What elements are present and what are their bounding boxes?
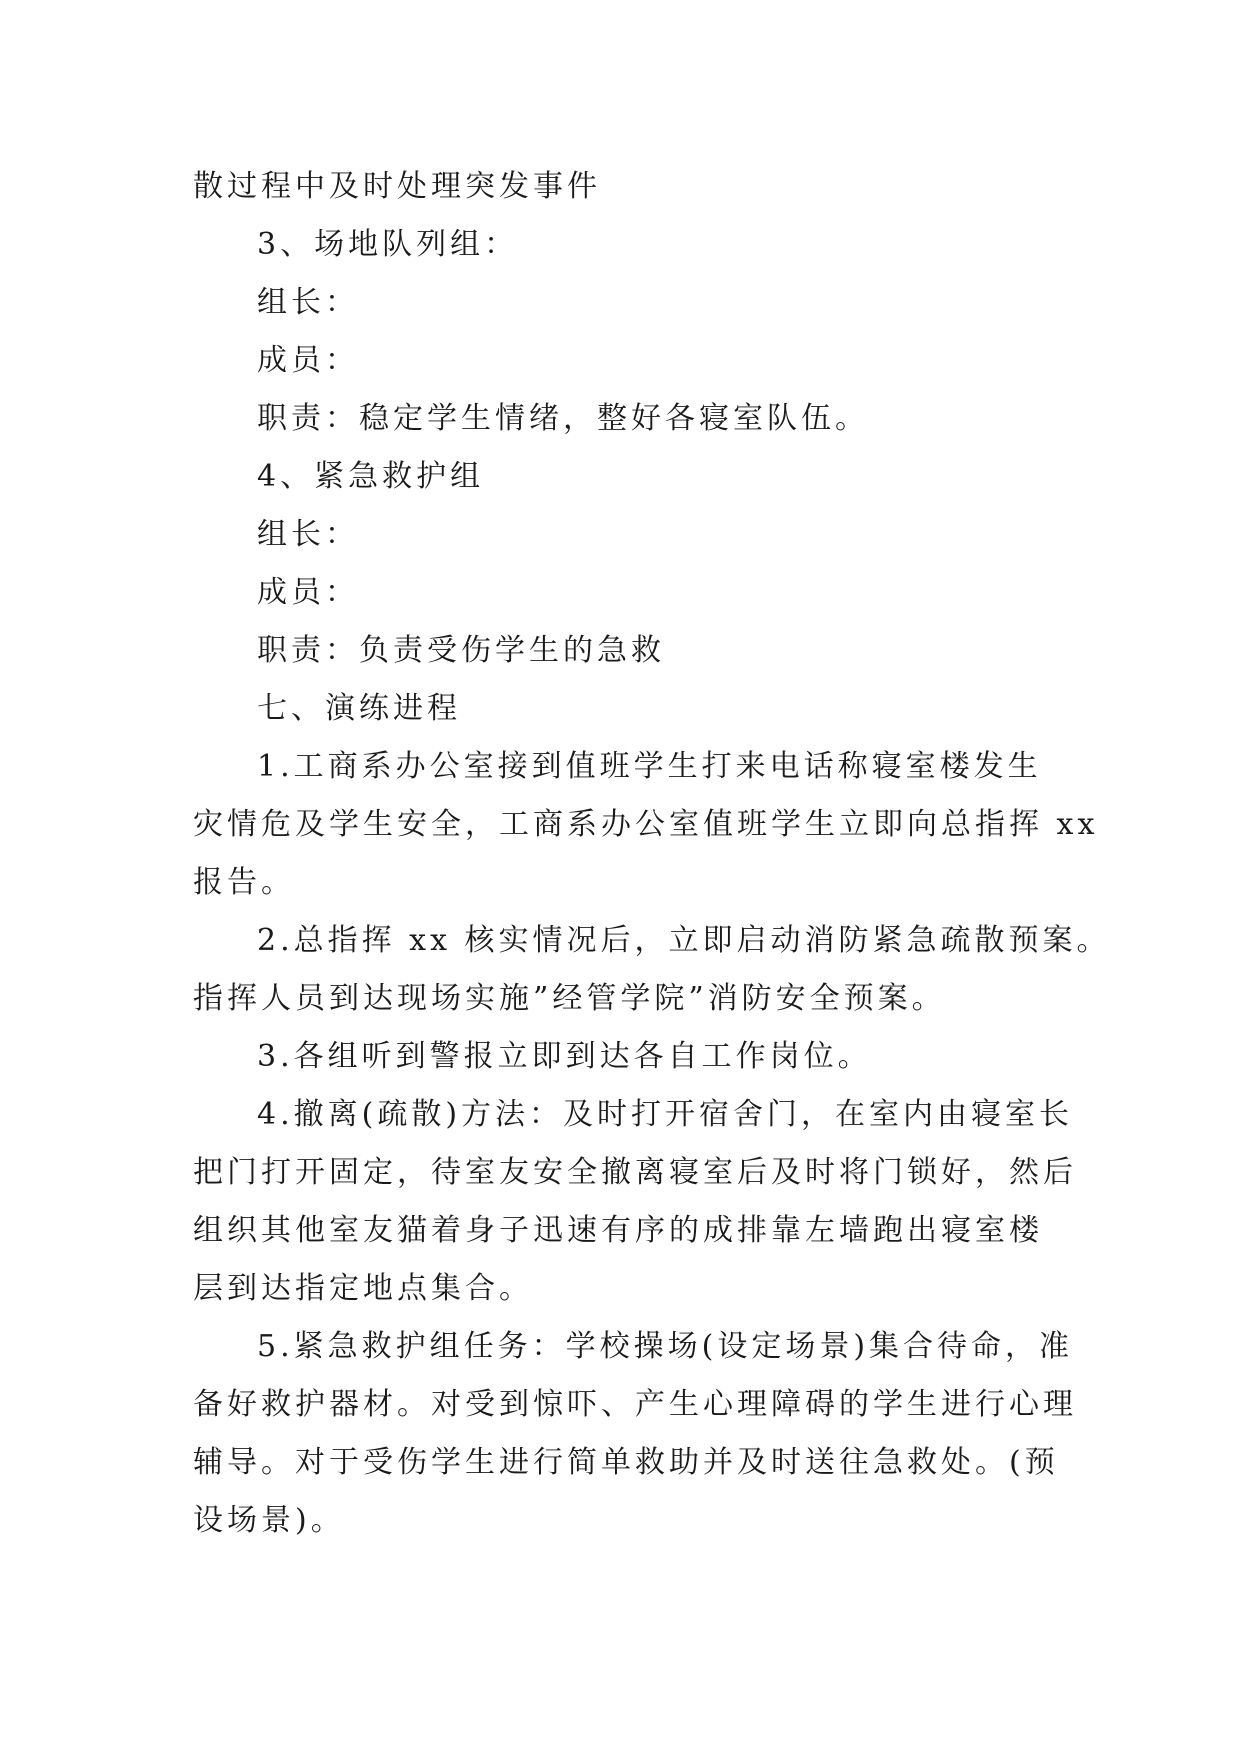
paragraph-line: 灾情危及学生安全，工商系办公室值班学生立即向总指挥 xx bbox=[193, 807, 1099, 842]
paragraph-line: 组织其他室友猫着身子迅速有序的成排靠左墙跑出寝室楼 bbox=[193, 1213, 1043, 1248]
text-line: 成员： bbox=[257, 575, 359, 610]
paragraph-line: 辅导。对于受伤学生进行简单救助并及时送往急救处。(预 bbox=[193, 1445, 1059, 1480]
section-heading: 4、紧急救护组 bbox=[257, 459, 485, 494]
paragraph-line: 5.紧急救护组任务：学校操场(设定场景)集合待命，准 bbox=[257, 1329, 1074, 1364]
text-line: 成员： bbox=[257, 343, 359, 378]
paragraph-line: 层到达指定地点集合。 bbox=[193, 1271, 533, 1306]
text-line: 职责：稳定学生情绪，整好各寝室队伍。 bbox=[257, 401, 869, 436]
paragraph-line: 2.总指挥 xx 核实情况后，立即启动消防紧急疏散预案。 bbox=[257, 923, 1111, 958]
paragraph-line: 3.各组听到警报立即到达各自工作岗位。 bbox=[257, 1039, 872, 1074]
paragraph-line: 4.撤离(疏散)方法：及时打开宿舍门，在室内由寝室长 bbox=[257, 1097, 1074, 1132]
text-line: 职责：负责受伤学生的急救 bbox=[257, 633, 665, 668]
paragraph-line: 备好救护器材。对受到惊吓、产生心理障碍的学生进行心理 bbox=[193, 1387, 1077, 1422]
paragraph-line: 把门打开固定，待室友安全撤离寝室后及时将门锁好，然后 bbox=[193, 1155, 1077, 1190]
document-body bbox=[193, 158, 1111, 1550]
paragraph-line: 设场景)。 bbox=[193, 1503, 345, 1538]
text-line: 组长： bbox=[257, 285, 359, 320]
text-line: 组长： bbox=[257, 517, 359, 552]
text-line: 散过程中及时处理突发事件 bbox=[193, 169, 601, 204]
paragraph-line: 报告。 bbox=[193, 865, 295, 900]
section-heading: 七、演练进程 bbox=[257, 691, 461, 726]
paragraph-line: 1.工商系办公室接到值班学生打来电话称寝室楼发生 bbox=[257, 749, 1042, 784]
paragraph-line: 指挥人员到达现场实施”经管学院”消防安全预案。 bbox=[193, 981, 946, 1016]
section-heading: 3、场地队列组： bbox=[257, 227, 519, 262]
